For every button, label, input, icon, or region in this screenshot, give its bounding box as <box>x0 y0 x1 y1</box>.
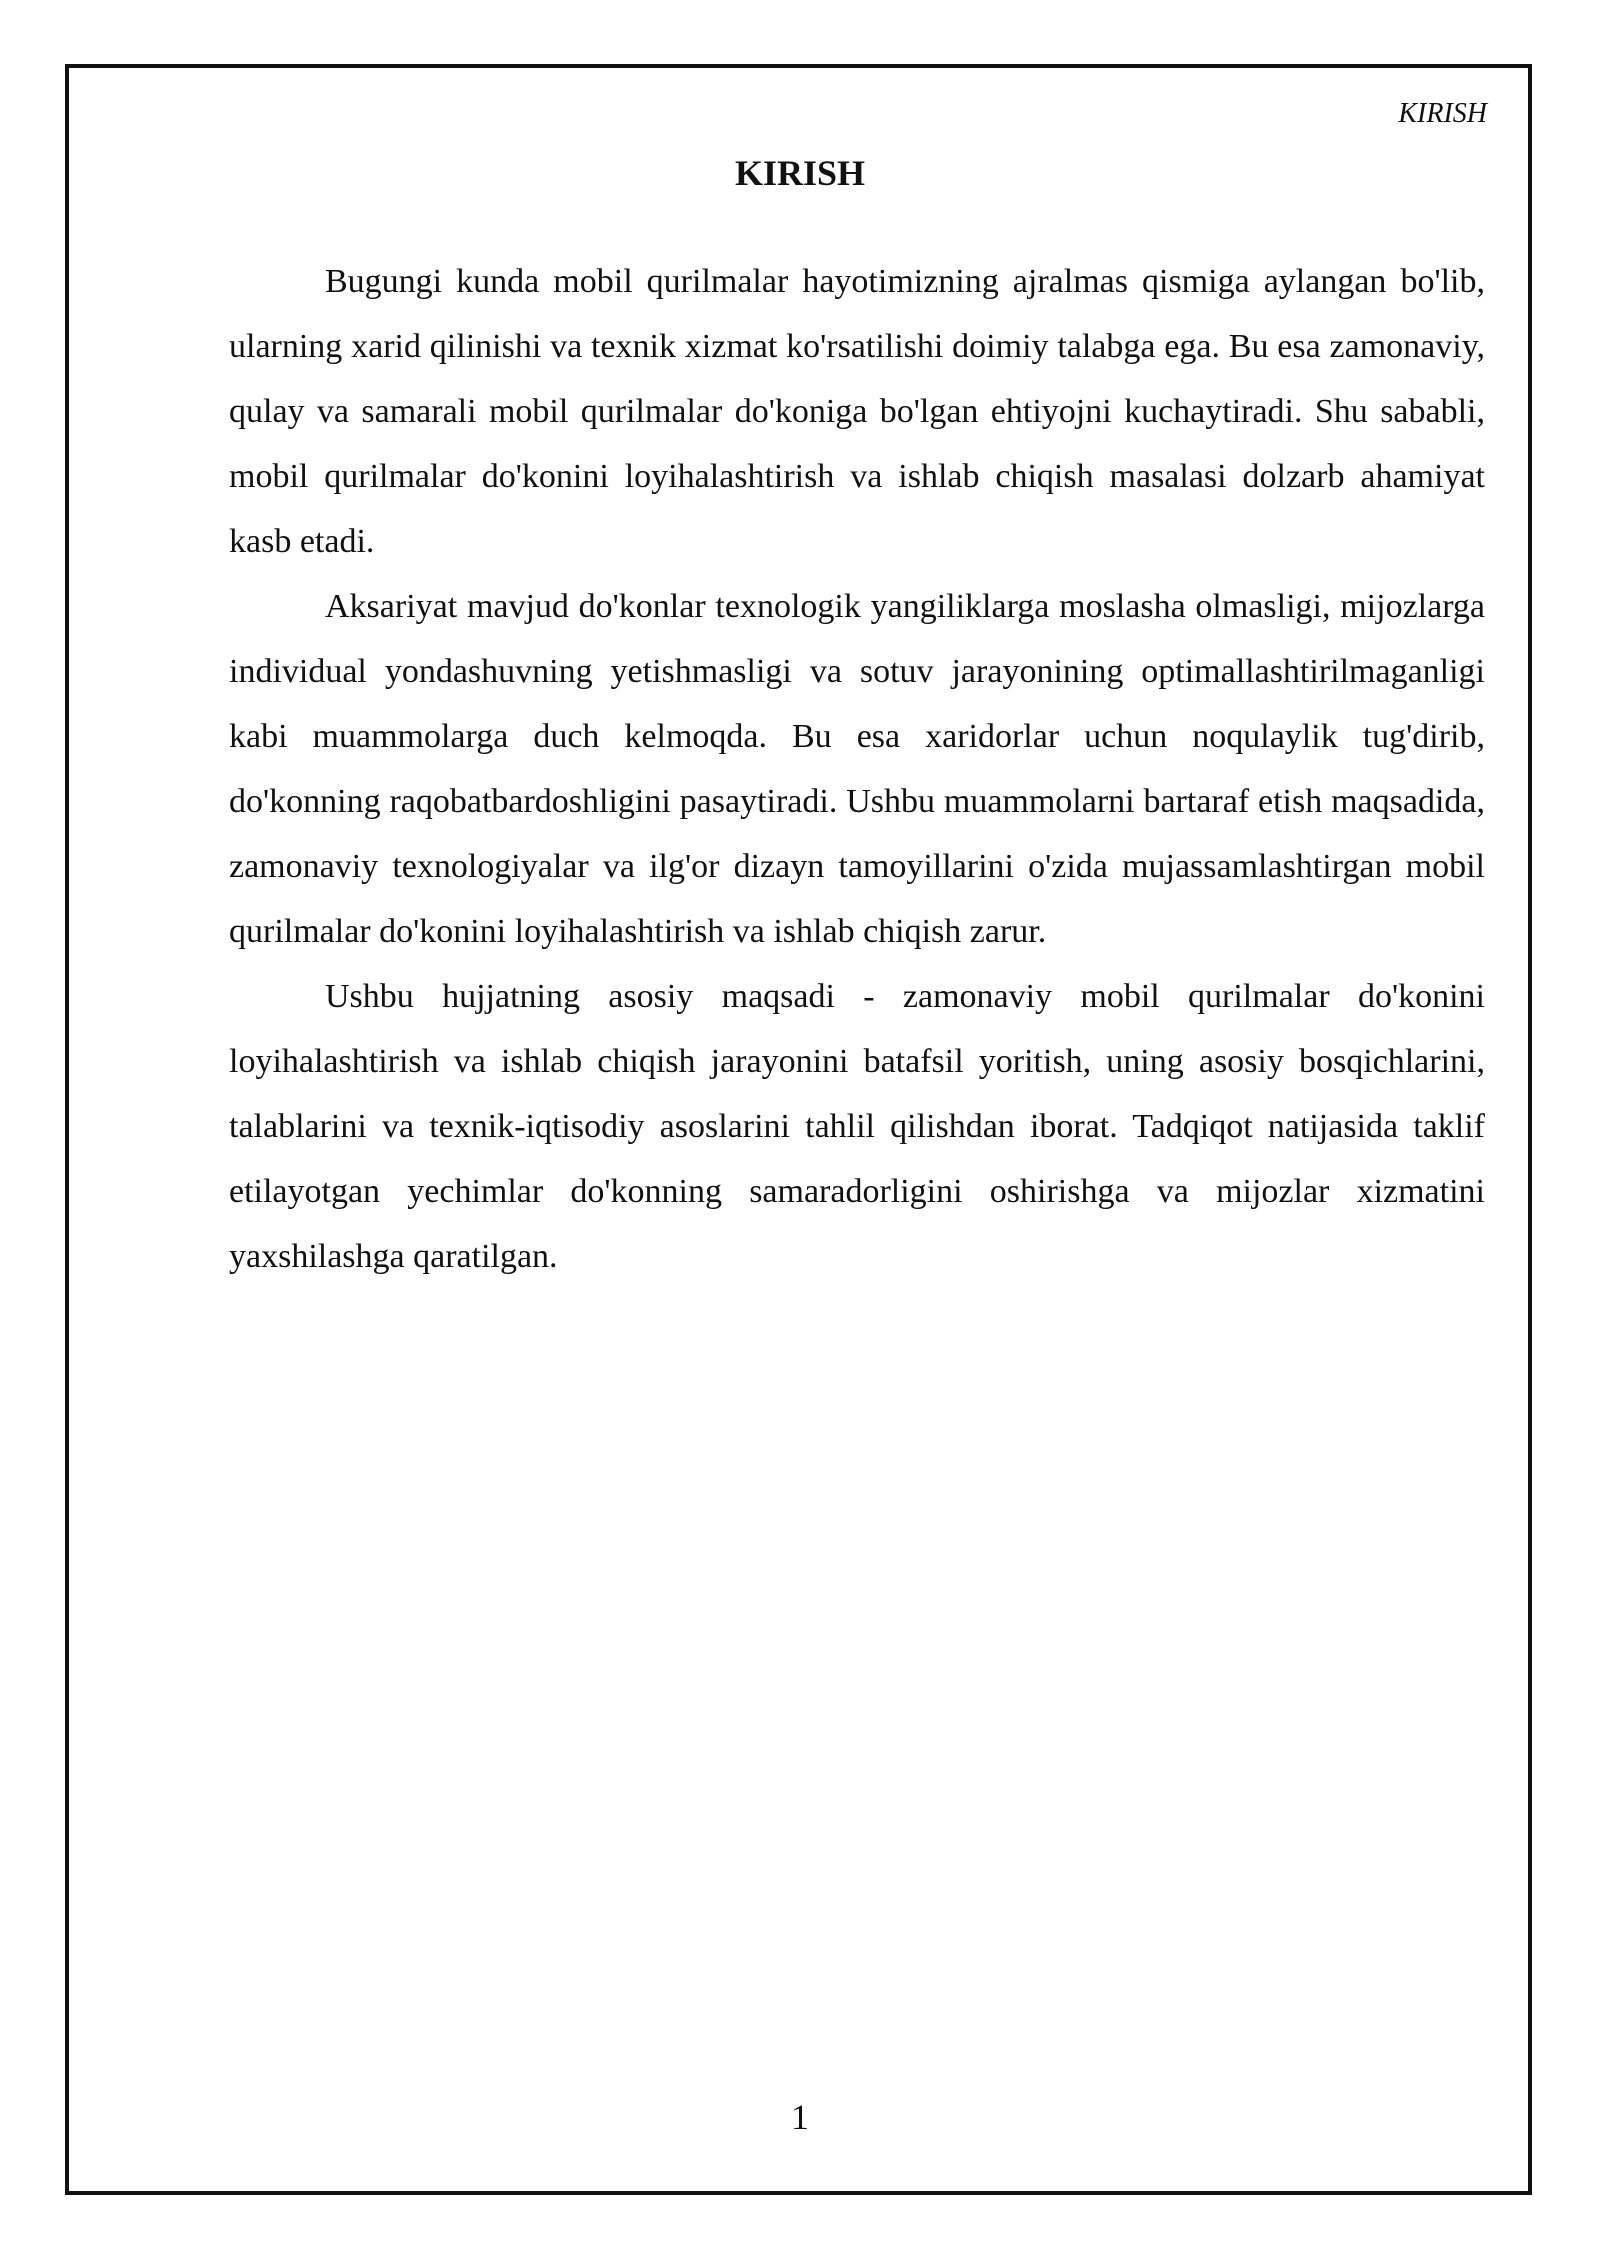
body-text <box>229 249 1485 1289</box>
paragraph: Ushbu hujjatning asosiy maqsadi - zamonaviy mobil qurilmalar do'konini loyihalashtirish va ishlab chiqish jarayonini batafsil yoritish, uning asosiy bosqichlarini, talablarini va texnik-iqtisodiy asoslarini tahlil qilishdan iborat. Tadqiqot natijasida taklif etilayotgan yechimlar do'konning samaradorligini oshirishga va mijozlar xizmatini yaxshilashga qaratilgan. <box>229 978 1485 1275</box>
paragraph: Bugungi kunda mobil qurilmalar hayotimizning ajralmas qismiga aylangan bo'lib, ularning xarid qilinishi va texnik xizmat ko'rsatilishi doimiy talabga ega. Bu esa zamonaviy, qulay va samarali mobil qurilmalar do'koniga bo'lgan ehtiyojni kuchaytiradi. Shu sababli, mobil qurilmalar do'konini loyihalashtirish va ishlab chiqish masalasi dolzarb ahamiyat kasb etadi. <box>229 263 1485 560</box>
running-header: KIRISH <box>1398 98 1487 129</box>
page-number: 1 <box>791 2097 809 2137</box>
section-title: KIRISH <box>734 153 866 193</box>
paragraph: Aksariyat mavjud do'konlar texnologik yangiliklarga moslasha olmasligi, mijozlarga individual yondashuvning yetishmasligi va sotuv jarayonining optimallashtirilmaganligi kabi muammolarga duch kelmoqda. Bu esa xaridorlar uchun noqulaylik tug'dirib, do'konning raqobatbardoshligini pasaytiradi. Ushbu muammolarni bartaraf etish maqsadida, zamonaviy texnologiyalar va ilg'or dizayn tamoyillarini o'zida mujassamlashtirgan mobil qurilmalar do'konini loyihalashtirish va ishlab chiqish zarur. <box>229 588 1485 950</box>
